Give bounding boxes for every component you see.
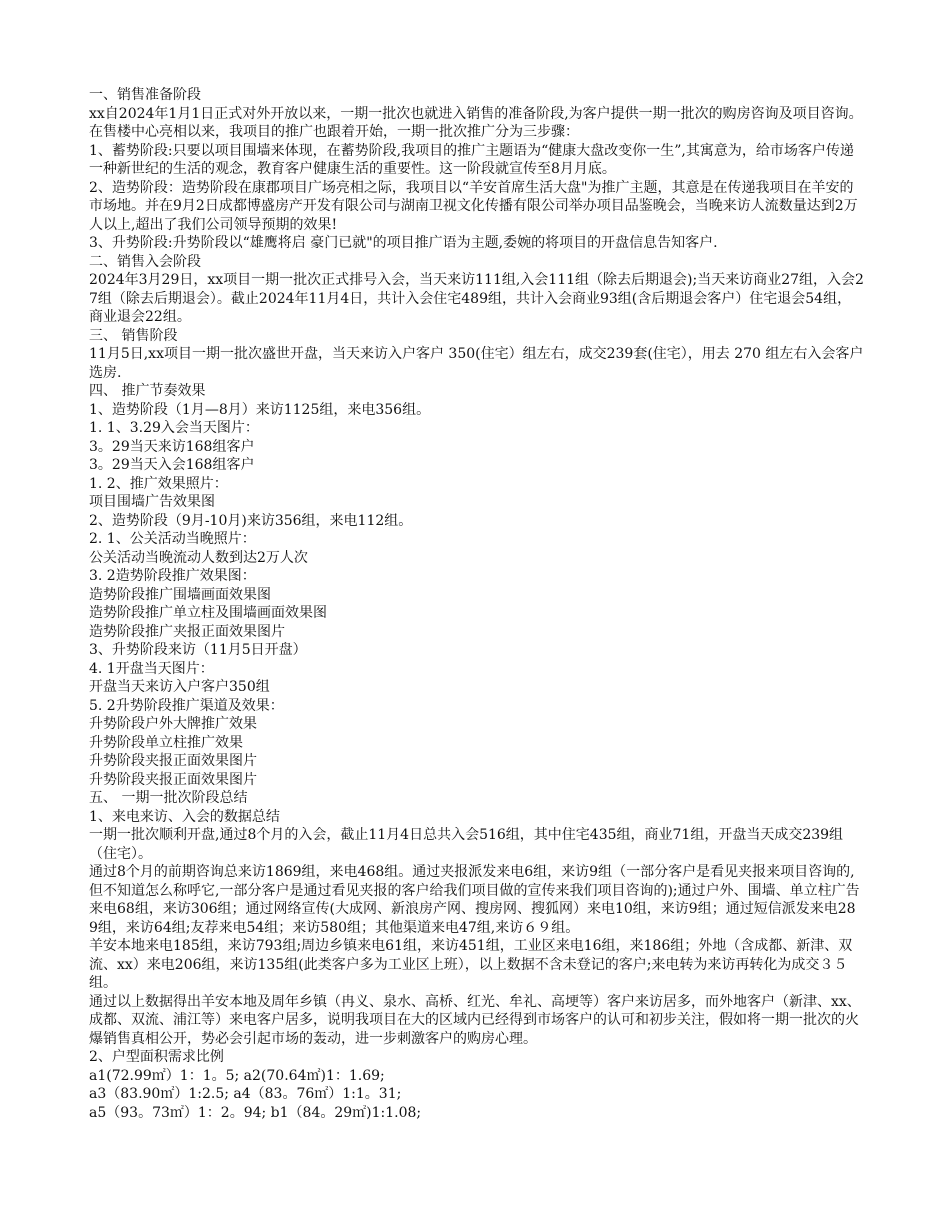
- paragraph: 羊安本地来电185组，来访793组;周边乡镇来电61组，来访451组，工业区来电16组，来186组；外地（含成都、新津、双流、xx）来电206组，来访135组(此类客户多为工业区上班），以上数据不含未登记的客户;来电转为来访再转化为成交３５组。: [89, 938, 853, 991]
- paragraph: 造势阶段推广围墙画面效果图: [89, 586, 271, 603]
- document-body: [89, 86, 864, 1122]
- paragraph: 开盘当天来访入户客户350组: [89, 679, 270, 695]
- paragraph: 2、造势阶段：造势阶段在康郡项目广场亮相之际，我项目以“羊安首席生活大盘"为推广主题，其意是在传递我项目在羊安的市场地。并在9月2日成都博盛房产开发有限公司与湖南卫视文化传播有限公司举办项目品鉴晚会，当晚来访人流数量达到2万人以上,超出了我们公司领导预期的效果!: [89, 179, 858, 233]
- paragraph: 1. 1、3.29入会当天图片：: [89, 420, 259, 436]
- paragraph: 3. 2造势阶段推广效果图：: [89, 568, 256, 584]
- paragraph: 项目围墙广告效果图: [89, 494, 215, 510]
- paragraph: 五、 一期一批次阶段总结: [89, 790, 248, 806]
- paragraph: 通过以上数据得出羊安本地及周年乡镇（冉义、泉水、高桥、红光、牟礼、高埂等）客户来访居多，而外地客户（新津、xx、成都、双流、浦江等）来电客户居多，说明我项目在大的区域内已经得到市场客户的认可和初步关注，假如将一期一批次的火爆销售真相公开，势必会引起市场的轰动，进一步刺激客户的购房心理。: [89, 993, 861, 1047]
- paragraph: 造势阶段推广夹报正面效果图片: [89, 623, 285, 640]
- paragraph: 1、造势阶段（1月—8月）来访1125组，来电356组。: [89, 401, 431, 418]
- paragraph: 4. 1开盘当天图片：: [89, 660, 214, 677]
- paragraph: 3、升势阶段:升势阶段以“雄鹰将启 豪门已就"的项目推广语为主题,委婉的将项目的开盘信息告知客户.: [89, 235, 718, 251]
- paragraph: a1(72.99㎡）1：1。5; a2(70.64㎡)1：1.69;: [89, 1067, 385, 1084]
- paragraph: 2024年3月29日，xx项目一期一批次正式排号入会，当天来访111组,入会111组（除去后期退会);当天来访商业27组，入会27组（除去后期退会）。截止2024年11月4日，共计入会住宅489组，共计入会商业93组(含后期退会客户）住宅退会54组，商业退会22组。: [89, 272, 864, 325]
- paragraph: 升势阶段夹报正面效果图片: [89, 771, 257, 788]
- paragraph: 四、 推广节奏效果: [89, 383, 206, 399]
- paragraph: 2、造势阶段（9月-10月)来访356组，来电112组。: [89, 512, 413, 529]
- paragraph: a3（83.90㎡）1:2.5; a4（83。76㎡）1:1。31;: [89, 1086, 402, 1102]
- paragraph: 1、蓄势阶段:只要以项目围墙来体现，在蓄势阶段,我项目的推广主题语为“健康大盘改变你一生”,其寓意为，给市场客户传递一种新世纪的生活的观念，教育客户健康生活的重要性。这一阶段就宣传至8月月底。: [89, 142, 854, 177]
- paragraph: 2. 1、公关活动当晚照片：: [89, 531, 256, 547]
- paragraph: a5（93。73㎡）1：2。94; b1（84。29㎡)1:1.08;: [89, 1104, 422, 1121]
- paragraph: 二、销售入会阶段: [89, 253, 201, 270]
- paragraph: 2、户型面积需求比例: [89, 1049, 224, 1065]
- paragraph: 升势阶段夹报正面效果图片: [89, 753, 257, 769]
- paragraph: 3、升势阶段来访（11月5日开盘）: [89, 642, 307, 658]
- paragraph: 1、来电来访、入会的数据总结: [89, 808, 280, 825]
- paragraph: 3。29当天入会168组客户: [89, 457, 255, 473]
- paragraph: 5. 2升势阶段推广渠道及效果：: [89, 697, 284, 714]
- paragraph: 造势阶段推广单立柱及围墙画面效果图: [89, 605, 327, 621]
- paragraph: 通过8个月的前期咨询总来访1869组，来电468组。通过夹报派发来电6组，来访9组（一部分客户是看见夹报来项目咨询的,但不知道怎么称呼它,一部分客户是通过看见夹报的客户给我们项目做的宣传来我们项目咨询的);通过户外、围墙、单立柱广告来电68组，来访306组；通过网络宣传(大成网、新浪房产网、搜房网、搜狐网）来电10组，来访9组；通过短信派发来电289组，来访64组;友荐来电54组；来访580组；其他渠道来电47组,来访６９组。: [89, 864, 860, 936]
- paragraph: 1. 2、推广效果照片：: [89, 475, 228, 492]
- paragraph: 三、 销售阶段: [89, 327, 178, 344]
- paragraph: 一、销售准备阶段: [89, 87, 201, 103]
- paragraph: xx自2024年1月1日正式对外开放以来，一期一批次也就进入销售的准备阶段,为客户提供一期一批次的购房咨询及项目咨询。在售楼中心亮相以来，我项目的推广也跟着开始，一期一批次推广分为三步骤：: [89, 105, 863, 140]
- paragraph: 一期一批次顺利开盘,通过8个月的入会，截止11月4日总共入会516组，其中住宅435组，商业71组，开盘当天成交239组（住宅）。: [89, 827, 844, 862]
- paragraph: 公关活动当晚流动人数到达2万人次: [89, 549, 308, 566]
- paragraph: 升势阶段户外大牌推广效果: [89, 716, 257, 732]
- paragraph: 11月5日,xx项目一期一批次盛世开盘，当天来访入户客户 350(住宅）组左右，成交239套(住宅），用去 270 组左右入会客户选房.: [89, 346, 864, 381]
- paragraph: 3。29当天来访168组客户: [89, 438, 255, 455]
- paragraph: 升势阶段单立柱推广效果: [89, 734, 243, 751]
